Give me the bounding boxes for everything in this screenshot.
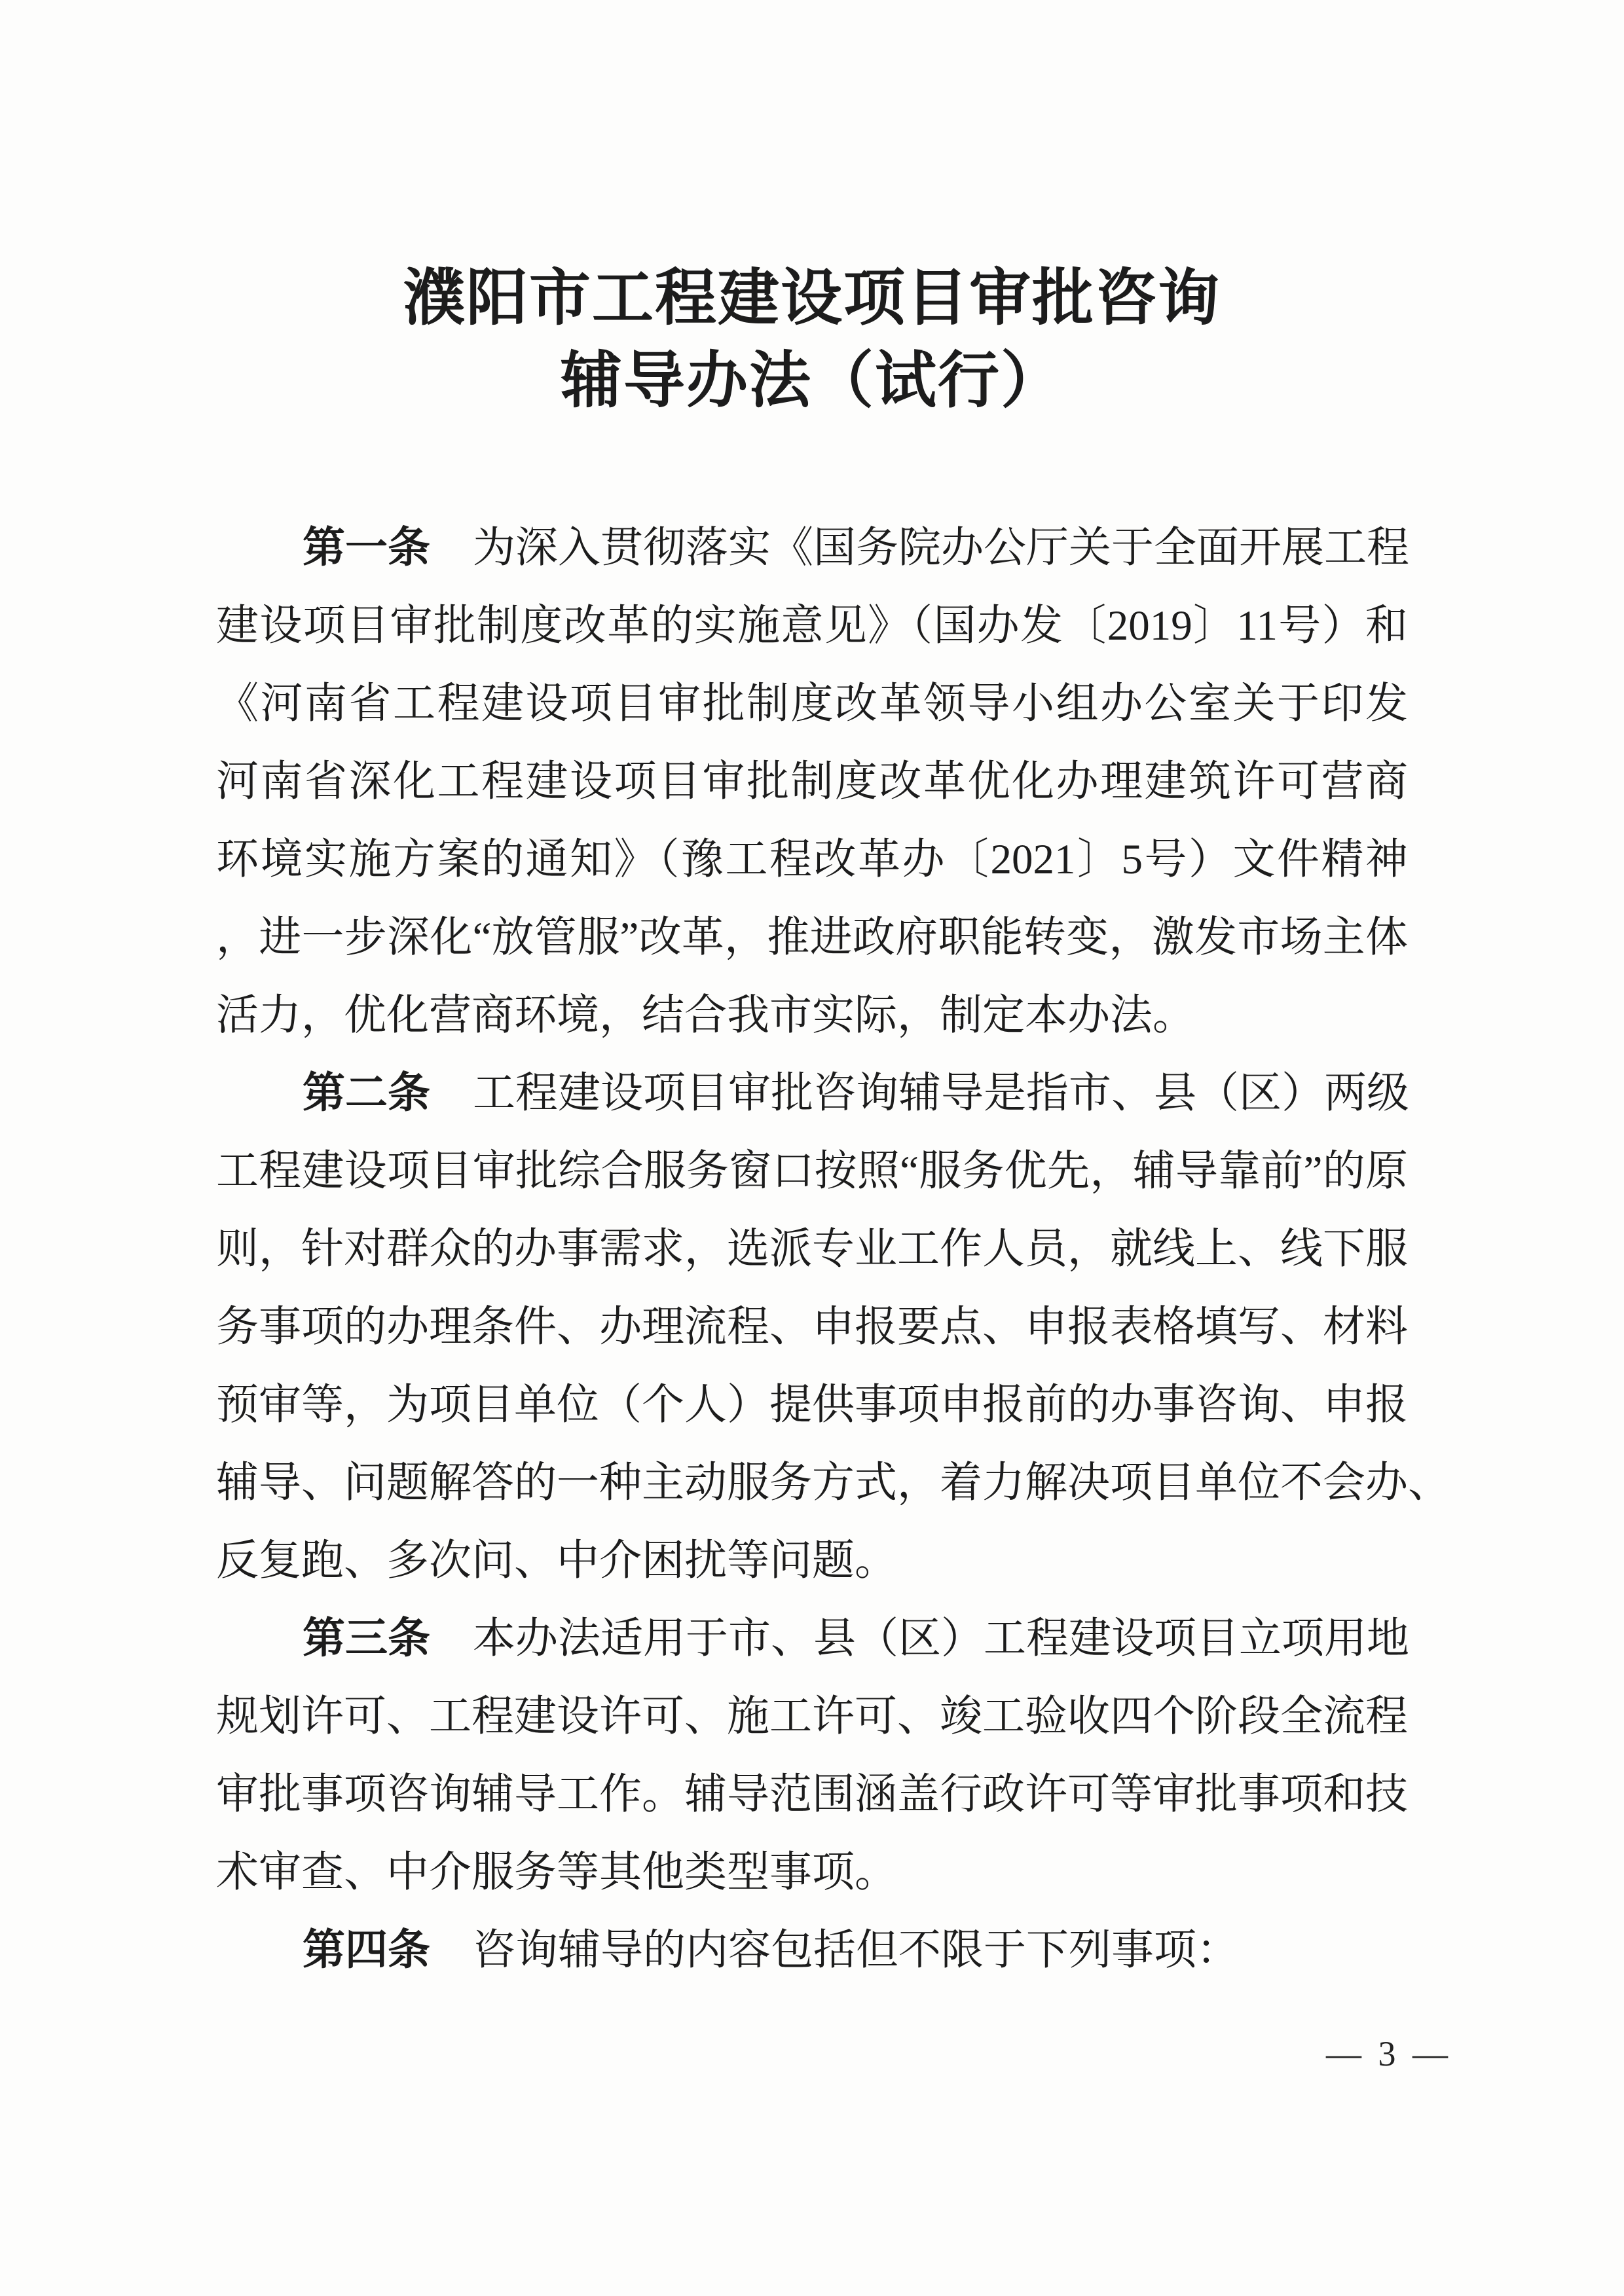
article-head-article-4: 第四条 [303,1927,431,1974]
document-line-article-1-1: 第一条 为深入贯彻落实《国务院办公厅关于全面开展工程 [303,524,1410,572]
document-title [0,257,1624,422]
document-line-article-3-1: 第三条 本办法适用于市、县（区）工程建设项目立项用地 [303,1615,1410,1662]
article-head-article-1: 第一条 [303,524,431,572]
document-line-article-1-4: 河南省深化工程建设项目审批制度改革优化办理建筑许可营商 [216,758,1408,805]
page-number: — 3 — [1326,2034,1452,2073]
document-line-article-4-1: 第四条 咨询辅导的内容包括但不限于下列事项： [303,1927,1240,1974]
title-line-1: 濮阳市工程建设项目审批咨询 [403,264,1221,333]
document-body [216,509,1451,1990]
document-line-article-1-5: 环境实施方案的通知》（豫工程改革办〔2021〕5号）文件精神 [216,836,1408,883]
document-line-article-3-2: 规划许可、工程建设许可、施工许可、竣工验收四个阶段全流程 [216,1693,1409,1740]
document-line-article-2-5: 预审等，为项目单位（个人）提供事项申报前的办事咨询、申报 [216,1381,1409,1429]
document-line-article-2-3: 则，针对群众的办事需求，选派专业工作人员，就线上、线下服 [216,1226,1409,1273]
title-line-2: 辅导办法（试行） [560,347,1063,415]
document-line-article-2-4: 务事项的办理条件、办理流程、申报要点、申报表格填写、材料 [216,1303,1409,1351]
document-line-article-2-6: 辅导、问题解答的一种主动服务方式，着力解决项目单位不会办、 [216,1459,1451,1506]
document-line-article-2-7: 反复跑、多次问、中介困扰等问题。 [216,1537,898,1584]
document-line-article-1-7: 活力，优化营商环境，结合我市实际，制定本办法。 [216,992,1196,1039]
document-line-article-1-6: ，进一步深化“放管服”改革，推进政府职能转变，激发市场主体 [216,914,1408,961]
document-line-article-1-3: 《河南省工程建设项目审批制度改革领导小组办公室关于印发 [216,680,1408,727]
document-line-article-2-1: 第二条 工程建设项目审批咨询辅导是指市、县（区）两级 [303,1070,1410,1117]
article-head-article-3: 第三条 [303,1615,431,1662]
document-line-article-3-4: 术审查、中介服务等其他类型事项。 [216,1849,898,1896]
document-line-article-2-2: 工程建设项目审批综合服务窗口按照“服务优先，辅导靠前”的原 [216,1148,1408,1195]
document-line-article-3-3: 审批事项咨询辅导工作。辅导范围涵盖行政许可等审批事项和技 [216,1771,1409,1818]
article-head-article-2: 第二条 [303,1070,431,1117]
document-line-article-1-2: 建设项目审批制度改革的实施意见》（国办发〔2019〕11号）和 [216,602,1408,649]
